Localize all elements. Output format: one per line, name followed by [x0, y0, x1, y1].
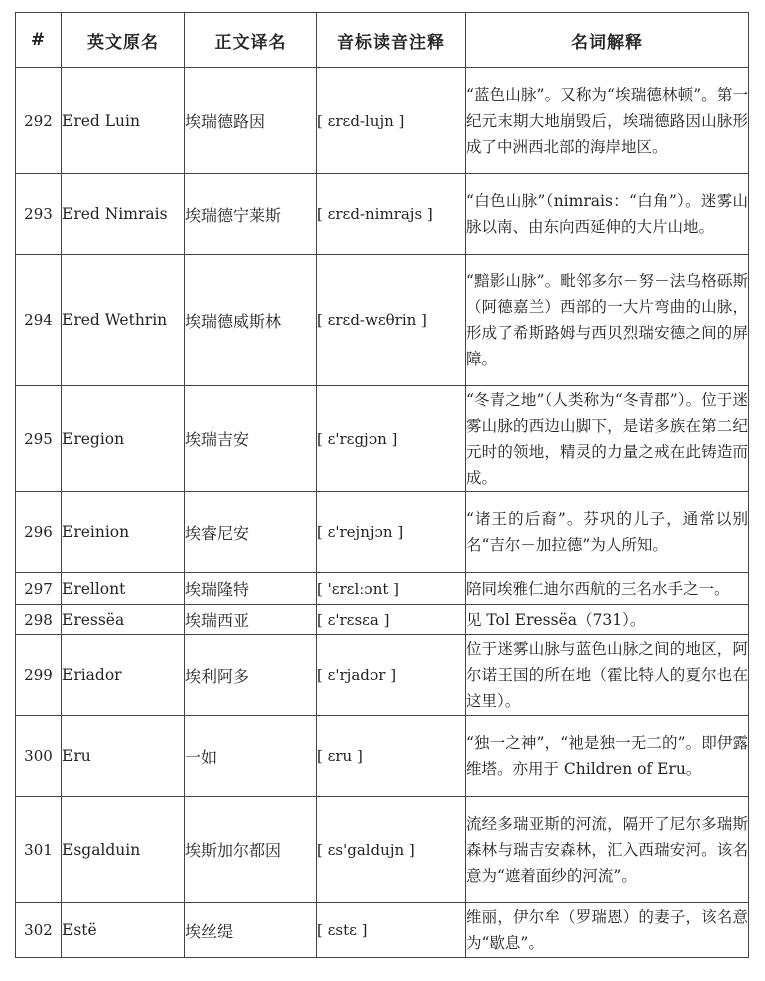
- english-name: Eru: [62, 716, 185, 797]
- header-pronunciation: 音标读音注释: [317, 13, 466, 68]
- explanation: “黯影山脉”。毗邻多尔－努－法乌格砾斯（阿德嘉兰）西部的一大片弯曲的山脉，形成了希斯路姆与西贝烈瑞安德之间的屏障。: [466, 255, 749, 386]
- explanation: “白色山脉”（nimrais：“白角”）。迷雾山脉以南、由东向西延伸的大片山地。: [466, 174, 749, 255]
- pronunciation: [ ɛstɛ ]: [317, 903, 466, 958]
- header-english-name: 英文原名: [62, 13, 185, 68]
- english-name: Estë: [62, 903, 185, 958]
- row-number: 299: [16, 635, 62, 716]
- header-explanation: 名词解释: [466, 13, 749, 68]
- table-row: [16, 573, 749, 605]
- english-name: Ered Wethrin: [62, 255, 185, 386]
- explanation: 陪同埃雅仁迪尔西航的三名水手之一。: [466, 573, 749, 605]
- chinese-name: 埃睿尼安: [185, 492, 317, 573]
- table-row: [16, 255, 749, 386]
- chinese-name: 埃瑞西亚: [185, 605, 317, 635]
- chinese-name: 埃利阿多: [185, 635, 317, 716]
- header-row: [16, 13, 749, 68]
- row-number: 292: [16, 68, 62, 174]
- chinese-name: 一如: [185, 716, 317, 797]
- chinese-name: 埃瑞德宁莱斯: [185, 174, 317, 255]
- english-name: Eressëa: [62, 605, 185, 635]
- explanation: 维丽，伊尔牟（罗瑞恩）的妻子，该名意为“歇息”。: [466, 903, 749, 958]
- pronunciation: [ ɛrɛd-nimrajs ]: [317, 174, 466, 255]
- explanation: 位于迷雾山脉与蓝色山脉之间的地区，阿尔诺王国的所在地（霍比特人的夏尔也在这里）。: [466, 635, 749, 716]
- table-row: [16, 492, 749, 573]
- pronunciation: [ ɛru ]: [317, 716, 466, 797]
- english-name: Ered Nimrais: [62, 174, 185, 255]
- explanation: “冬青之地”（人类称为“冬青郡”）。位于迷雾山脉的西边山脚下，是诺多族在第二纪元时的领地，精灵的力量之戒在此铸造而成。: [466, 386, 749, 492]
- row-number: 302: [16, 903, 62, 958]
- explanation: 流经多瑞亚斯的河流，隔开了尼尔多瑞斯森林与瑞吉安森林，汇入西瑞安河。该名意为“遮着面纱的河流”。: [466, 797, 749, 903]
- chinese-name: 埃瑞吉安: [185, 386, 317, 492]
- row-number: 295: [16, 386, 62, 492]
- english-name: Ered Luin: [62, 68, 185, 174]
- english-name: Erellont: [62, 573, 185, 605]
- english-name: Eregion: [62, 386, 185, 492]
- table-row: [16, 174, 749, 255]
- table-row: [16, 386, 749, 492]
- chinese-name: 埃瑞德威斯林: [185, 255, 317, 386]
- table-row: [16, 797, 749, 903]
- explanation: “诸王的后裔”。芬巩的儿子，通常以别名“吉尔－加拉德”为人所知。: [466, 492, 749, 573]
- chinese-name: 埃瑞德路因: [185, 68, 317, 174]
- table-row: [16, 605, 749, 635]
- chinese-name: 埃瑞隆特: [185, 573, 317, 605]
- pronunciation: [ ɛrɛd-wɛθrin ]: [317, 255, 466, 386]
- pronunciation: [ ɛs'galdujn ]: [317, 797, 466, 903]
- header-chinese-name: 正文译名: [185, 13, 317, 68]
- english-name: Ereinion: [62, 492, 185, 573]
- table-row: [16, 68, 749, 174]
- glossary-table: [15, 12, 749, 958]
- explanation: “蓝色山脉”。又称为“埃瑞德林顿”。第一纪元末期大地崩毁后，埃瑞德路因山脉形成了中洲西北部的海岸地区。: [466, 68, 749, 174]
- pronunciation: [ ɛ'rjadɔr ]: [317, 635, 466, 716]
- english-name: Esgalduin: [62, 797, 185, 903]
- row-number: 296: [16, 492, 62, 573]
- row-number: 293: [16, 174, 62, 255]
- table-row: [16, 903, 749, 958]
- pronunciation: [ ɛ'rɛsɛa ]: [317, 605, 466, 635]
- table-row: [16, 716, 749, 797]
- row-number: 300: [16, 716, 62, 797]
- explanation: 见 Tol Eressëa（731）。: [466, 605, 749, 635]
- row-number: 298: [16, 605, 62, 635]
- row-number: 301: [16, 797, 62, 903]
- chinese-name: 埃斯加尔都因: [185, 797, 317, 903]
- pronunciation: [ 'ɛrɛlːɔnt ]: [317, 573, 466, 605]
- row-number: 294: [16, 255, 62, 386]
- chinese-name: 埃丝缇: [185, 903, 317, 958]
- table-row: [16, 635, 749, 716]
- pronunciation: [ ɛ'rɛgjɔn ]: [317, 386, 466, 492]
- pronunciation: [ ɛ'rejnjɔn ]: [317, 492, 466, 573]
- english-name: Eriador: [62, 635, 185, 716]
- pronunciation: [ ɛrɛd-lujn ]: [317, 68, 466, 174]
- explanation: “独一之神”，“祂是独一无二的”。即伊露维塔。亦用于 Children of Eru。: [466, 716, 749, 797]
- row-number: 297: [16, 573, 62, 605]
- header-number: #: [16, 13, 62, 68]
